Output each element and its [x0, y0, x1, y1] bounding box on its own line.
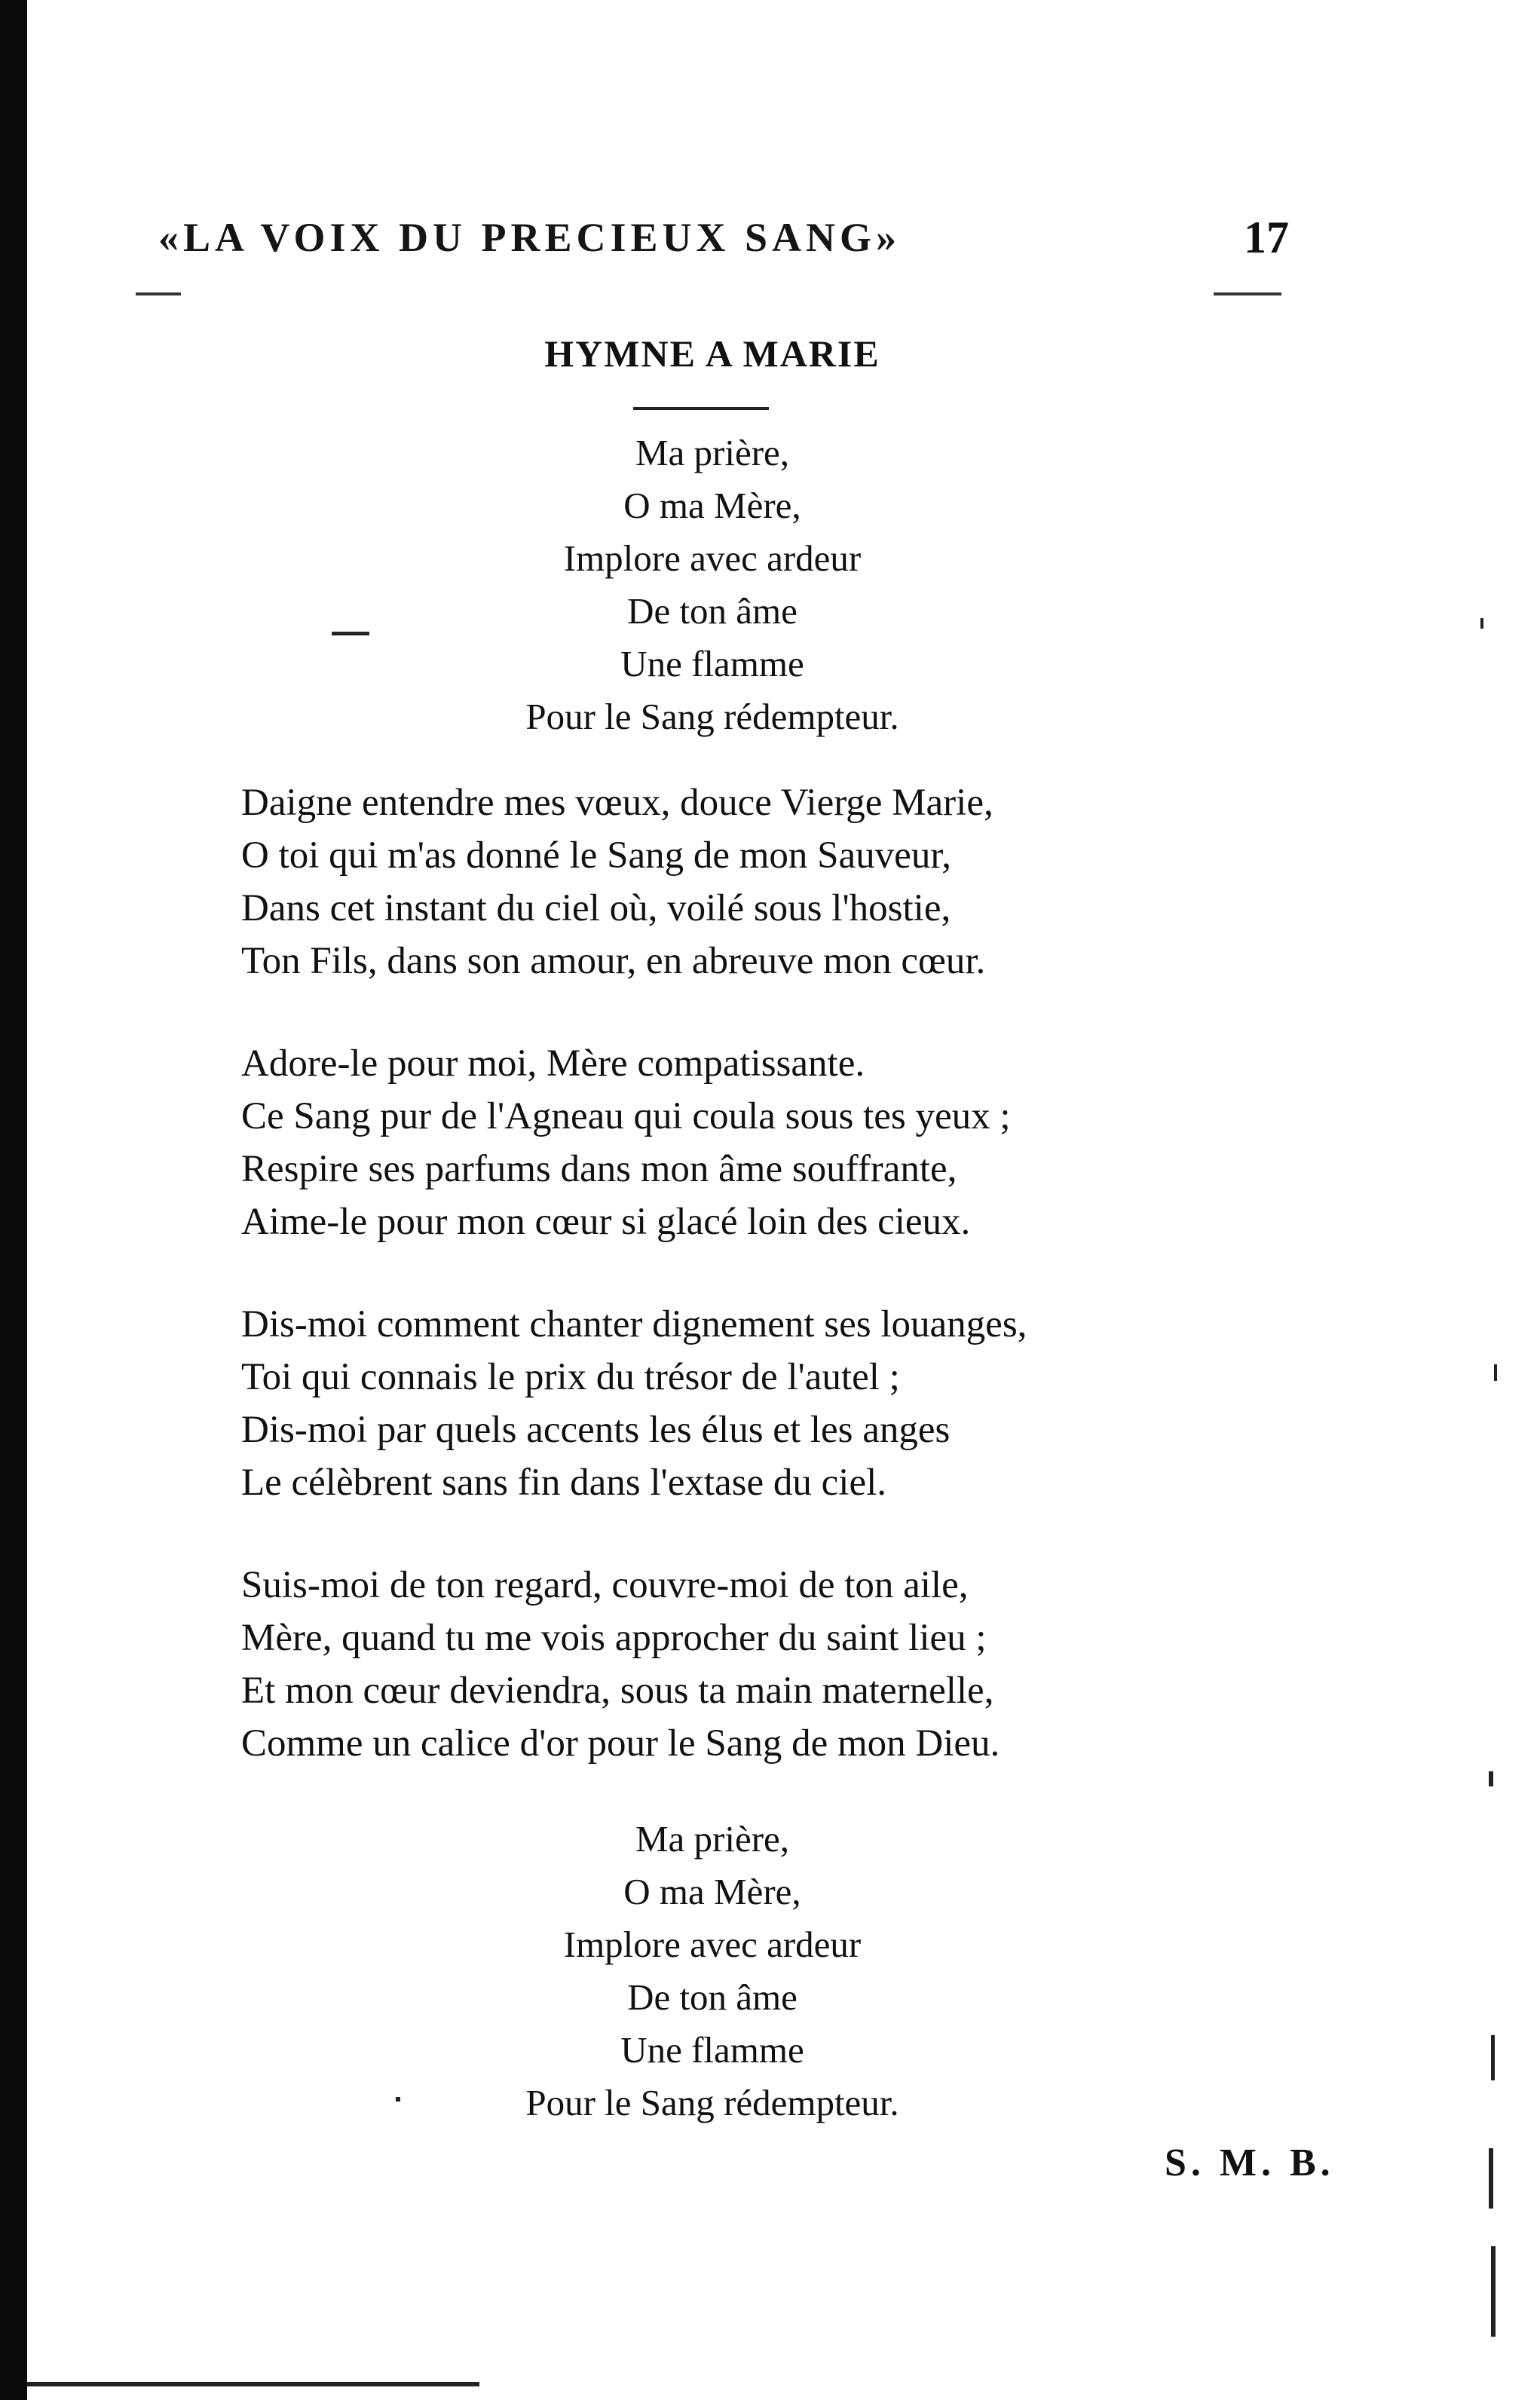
verse-line: Daigne entendre mes vœux, douce Vierge Marie,	[241, 782, 993, 824]
verse-line: Dans cet instant du ciel où, voilé sous l'hostie,	[241, 887, 951, 929]
signature: S. M. B.	[1165, 2141, 1335, 2184]
verse-line: Ton Fils, dans son amour, en abreuve mon cœur.	[241, 940, 986, 982]
refrain-line: De ton âme	[627, 590, 798, 632]
refrain-line: O ma Mère,	[623, 485, 801, 526]
refrain-line: Une flamme	[620, 643, 804, 684]
refrain-line: Ma prière,	[635, 1818, 790, 1860]
page-header	[158, 204, 1289, 271]
stanzas	[241, 776, 1266, 1820]
verse-line: Aime-le pour mon cœur si glacé loin des cieux.	[241, 1201, 971, 1243]
scan-mark	[1480, 618, 1483, 629]
refrain-line: Une flamme	[620, 2029, 804, 2071]
bottom-rule	[27, 2382, 479, 2386]
scan-mark	[1494, 1364, 1497, 1381]
stanza	[241, 1559, 1266, 1770]
verse-line: O toi qui m'as donné le Sang de mon Sauveur,	[241, 834, 952, 877]
scan-mark	[1489, 2148, 1493, 2209]
running-title: «LA VOIX DU PRECIEUX SANG»	[158, 215, 902, 260]
refrain-line: Ma prière,	[635, 432, 790, 473]
verse-line: Comme un calice d'or pour le Sang de mon Dieu.	[241, 1722, 1000, 1765]
refrain-top	[0, 427, 1425, 743]
verse-line: Et mon cœur deviendra, sous ta main maternelle,	[241, 1670, 994, 1712]
refrain-line: De ton âme	[627, 1976, 798, 2018]
stanza	[241, 1037, 1266, 1248]
verse-line: Toi qui connais le prix du trésor de l'autel ;	[241, 1356, 900, 1398]
scan-mark	[396, 2097, 400, 2102]
verse-line: Dis-moi comment chanter dignement ses louanges,	[241, 1303, 1027, 1345]
verse-line: Ce Sang pur de l'Agneau qui coula sous tes yeux ;	[241, 1095, 1011, 1137]
verse-line: Respire ses parfums dans mon âme souffrante,	[241, 1148, 957, 1190]
verse-line: Suis-moi de ton regard, couvre-moi de ton aile,	[241, 1564, 969, 1606]
verse-line: Le célèbrent sans fin dans l'extase du ciel.	[241, 1462, 887, 1504]
hymn-title: HYMNE A MARIE	[544, 332, 880, 375]
scan-mark	[1491, 2246, 1496, 2337]
title-rule	[633, 407, 769, 410]
scan-mark	[1491, 2035, 1495, 2080]
page-number: 17	[1244, 212, 1289, 262]
header-rule	[1214, 292, 1281, 295]
verse-line: Mère, quand tu me vois approcher du saint lieu ;	[241, 1617, 987, 1659]
refrain-bottom	[0, 1813, 1425, 2129]
refrain-line: Implore avec ardeur	[563, 537, 862, 579]
verse-line: Dis-moi par quels accents les élus et les anges	[241, 1409, 951, 1451]
scan-mark	[1489, 1771, 1493, 1786]
refrain-line: Pour le Sang rédempteur.	[525, 696, 899, 737]
scan-mark	[332, 632, 369, 635]
stanza	[241, 1298, 1266, 1509]
verse-line: Adore-le pour moi, Mère compatissante.	[241, 1042, 865, 1085]
stanza	[241, 776, 1266, 987]
refrain-line: Implore avec ardeur	[563, 1924, 862, 1965]
header-rule	[136, 292, 181, 295]
refrain-line: Pour le Sang rédempteur.	[525, 2082, 899, 2123]
refrain-line: O ma Mère,	[623, 1871, 801, 1912]
